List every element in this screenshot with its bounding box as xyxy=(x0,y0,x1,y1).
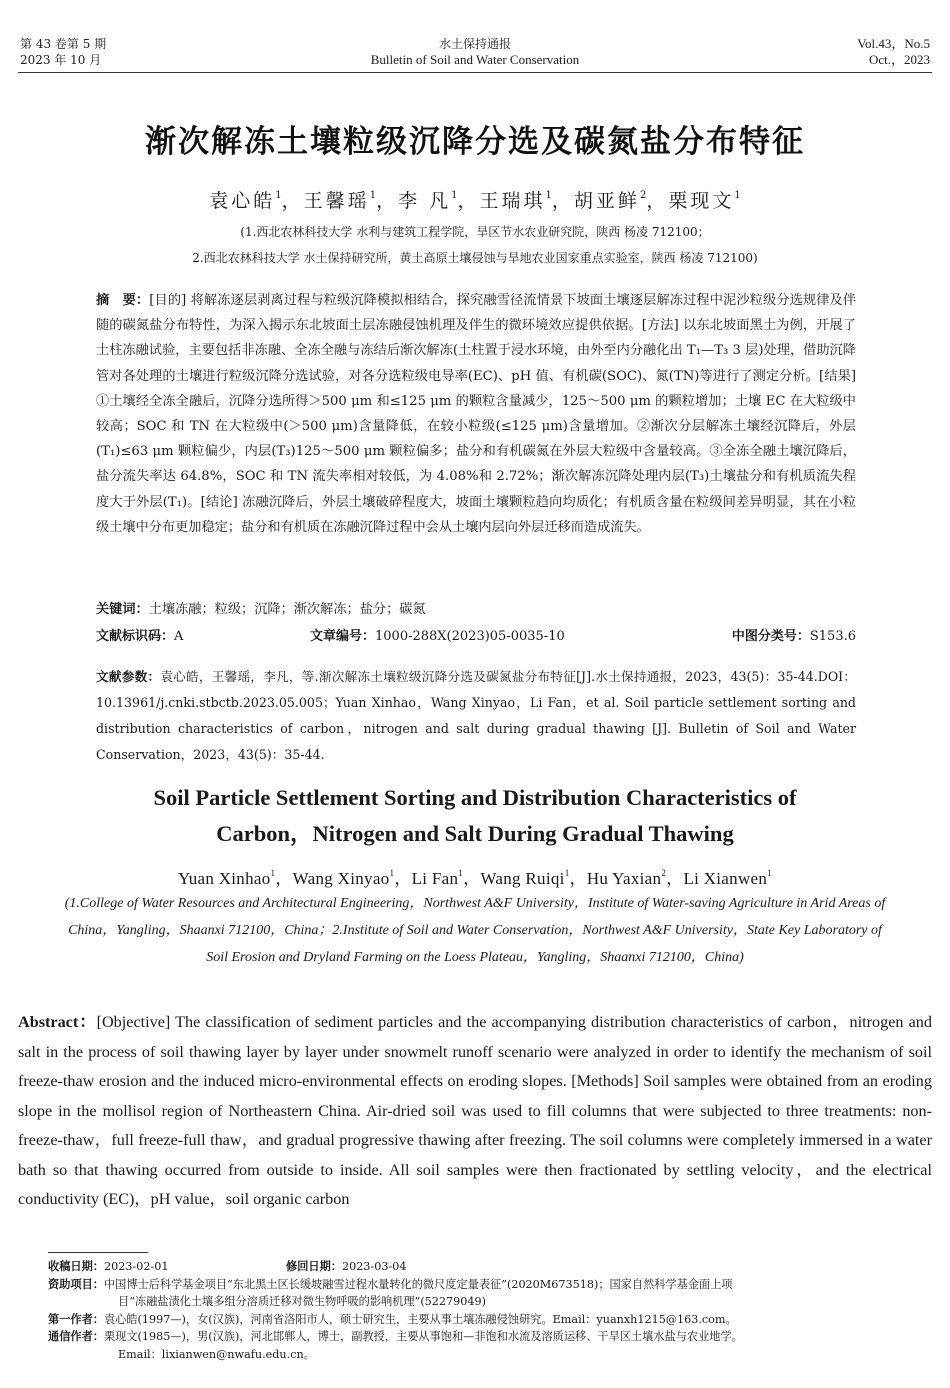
corresponding-author-note: 通信作者：栗现文(1985—)，男(汉族)，河北邯郸人，博士，副教授，主要从事饱和—非饱和水流及溶质运移、干旱区土壤水盐与农业地学。 xyxy=(48,1330,743,1344)
volume-issue-en: Vol.43，No.5 xyxy=(857,36,930,51)
title-en-line-2: Carbon，Nitrogen and Salt During Gradual Thawing xyxy=(216,821,734,846)
affiliation-zh-2: 2.西北农林科技大学 水土保持研究所，黄土高原土壤侵蚀与旱地农业国家重点实验室，陕西 杨凌 712100) xyxy=(192,251,758,265)
dates-row xyxy=(48,1258,932,1276)
funding-line-2: 目“冻融盐渍化土壤多组分溶质迁移对微生物呼吸的影响机理”(52279049) xyxy=(118,1295,486,1309)
author-affiliation-mark: 1 xyxy=(767,868,772,878)
author-name: Hu Yaxian xyxy=(586,869,662,888)
author-affiliation-mark: 1 xyxy=(451,190,458,201)
revised-date: 修回日期：2023-03-04 xyxy=(286,1260,407,1273)
keywords-zh xyxy=(96,600,856,620)
author-affiliation-mark: 1 xyxy=(389,868,395,878)
date-en: Oct.，2023 xyxy=(868,52,930,67)
paper-title-zh: 渐次解冻土壤粒级沉降分选及碳氮盐分布特征 xyxy=(145,124,805,160)
journal-name-en: Bulletin of Soil and Water Conservation xyxy=(370,52,580,67)
header-divider xyxy=(18,72,932,73)
clc-number: 中图分类号：S153.6 xyxy=(731,629,856,644)
first-author-note: 第一作者：袁心皓(1997—)，女(汉族)，河南省洛阳市人，硕士研究生，主要从事土壤冻融侵蚀研究。Email：yuanxh1215@163.com。 xyxy=(48,1312,737,1326)
affiliation-en: (1.College of Water Resources and Architectural Engineering，Northwest A&F University，Institute of Water-saving Agriculture in Arid Areas of China，Yangling，Shaanxi 712100，China；2.Institute of Soil and Water Conservation，Northwest A&F University，State Key Laboratory of Soil Erosion and Dryland Farming on the Loess Plateau，Yangling，Shaanxi 712100，China) xyxy=(64,896,886,965)
doc-code: 文献标识码：A xyxy=(96,629,184,644)
author-name: Li Fan xyxy=(411,869,459,888)
received-date: 收稿日期：2023-02-01 xyxy=(48,1260,169,1273)
author-name: 王馨瑶 xyxy=(303,190,370,212)
author-affiliation-mark: 1 xyxy=(564,868,570,878)
abstract-en-label: Abstract： xyxy=(18,1013,97,1031)
keywords-label: 关键词： xyxy=(96,602,149,617)
volume-issue-zh: 第 43 卷第 5 期 xyxy=(20,37,107,51)
keywords-text: 土壤冻融；粒级；沉降；渐次解冻；盐分；碳氮 xyxy=(148,602,426,617)
author-name: Yuan Xinhao xyxy=(178,869,271,888)
author-name: Wang Ruiqi xyxy=(480,869,565,888)
author-affiliation-mark: 2 xyxy=(639,190,647,201)
journal-name-zh: 水土保持通报 xyxy=(438,37,511,51)
footnote-divider xyxy=(48,1252,148,1253)
journal-name xyxy=(0,36,950,68)
title-en-line-1: Soil Particle Settlement Sorting and Distribution Characteristics of xyxy=(153,785,797,810)
citation-block xyxy=(96,664,856,768)
paper-title-en xyxy=(0,780,950,852)
author-list-zh: 袁心皓$^1$，王馨瑶$^1$，李 凡$^1$，王瑞琪$^1$，胡亚鲜$^2$，栗现文$^1$ xyxy=(209,190,741,212)
author-name: 胡亚鲜 xyxy=(573,190,640,212)
author-affiliation-mark: 1 xyxy=(545,190,552,201)
journal-volume-en xyxy=(857,36,930,68)
citation-label: 文献参数： xyxy=(96,669,161,684)
article-number: 文章编号：1000-288X(2023)05-0035-10 xyxy=(310,629,565,644)
author-affiliation-mark: 1 xyxy=(270,868,276,878)
author-name: 王瑞琪 xyxy=(479,190,546,212)
date-zh: 2023 年 10 月 xyxy=(20,53,102,67)
affiliation-zh-1: (1.西北农林科技大学 水利与建筑工程学院，旱区节水农业研究院，陕西 杨凌 712100； xyxy=(240,225,710,239)
abstract-en xyxy=(18,1008,932,1215)
author-affiliation-mark: 1 xyxy=(734,190,741,201)
abstract-zh-label: 摘 要： xyxy=(96,293,150,308)
author-affiliation-mark: 1 xyxy=(458,868,464,878)
author-name: Wang Xinyao xyxy=(292,869,390,888)
abstract-zh xyxy=(96,288,856,540)
author-name: 栗现文 xyxy=(668,190,735,212)
author-affiliation-mark: 2 xyxy=(661,868,667,878)
abstract-zh-text: [目的] 将解冻逐层剥离过程与粒级沉降模拟相结合，探究融雪径流情景下坡面土壤逐层解冻过程中泥沙粒级分选规律及伴随的碳氮盐分布特性，为深入揭示东北坡面土层冻融侵蚀机理及伴生的微环境效应提供依据。[方法] 以东北坡面黑土为例，开展了土柱冻融试验，主要包括非冻融、全冻全融与冻结后渐次解冻(土柱置于浸水环境，由外至内分融化出 T₁—T₃ 3 层)处理，借助沉降管对各处理的土壤进行粒级沉降分选试验，对各分选粒级电导率(EC)、pH 值、有机碳(SOC)、氮(TN)等进行了测定分析。[结果] ①土壤经全冻全融后，沉降分选所得＞500 μm 和≤125 μm 的颗粒含量减少，125～500 μm 的颗粒增加；土壤 EC 在大粒级中较高；SOC 和 TN 在大粒级中(＞500 μm)含量降低，在较小粒级(≤125 μm)含量增加。②渐次分层解冻土壤经沉降后，外层(T₁)≤63 μm 颗粒偏少，内层(T₃)125～500 μm 颗粒偏多；盐分和有机碳氮在外层大粒级中含量较高。③全冻全融土壤沉降后，盐分流失率达 64.8%，SOC 和 TN 流失率相对较低，为 4.08%和 2.72%；渐次解冻沉降处理内层(T₃)土壤盐分和有机质流失程度大于外层(T₁)。[结论] 冻融沉降后，外层土壤破碎程度大，坡面土壤颗粒趋向均质化；有机质含量在粒级间差异明显，其在小粒级土壤中分布更加稳定；盐分和有机质在冻融沉降过程中会从土壤内层向外层迁移而造成流失。 xyxy=(96,293,857,535)
abstract-en-text: [Objective] The classification of sediment particles and the accompanying distribution characteristics of carbon，nitrogen and salt in the process of soil thawing layer by layer under snowmelt runoff scenario were analyzed in order to identify the mechanism of soil freeze-thaw erosion and the induced micro-environmental effects on eroding slopes. [Methods] Soil samples were obtained from an eroding slope in the mollisol region of Northeastern China. Air-dried soil was used to fill columns that were subjected to three treatments: non-freeze-thaw，full freeze-full thaw，and gradual progressive thawing after freezing. The soil columns were completely immersed in a water bath so that thawing occurred from outside to inside. All soil samples were then fractionated by settling velocity，and the electrical conductivity (EC)，pH value，soil organic carbon xyxy=(18,1013,932,1208)
funding-line-1: 资助项目：中国博士后科学基金项目“东北黑土区长缓坡融雪过程水量转化的微尺度定量表征”(2020M673518)；国家自然科学基金面上项 xyxy=(48,1277,733,1291)
author-name: 袁心皓 xyxy=(209,190,276,212)
author-name: 李 凡 xyxy=(398,190,452,212)
author-name: Li Xianwen xyxy=(683,869,768,888)
citation-text: 袁心皓，王馨瑶，李凡，等.渐次解冻土壤粒级沉降分选及碳氮盐分布特征[J].水土保持通报，2023，43(5)：35-44.DOI：10.13961/j.cnki.stbctb.2023.05.005；Yuan Xinhao，Wang Xinyao，Li Fan，et al. Soil particle settlement sorting and distribution characteristics of carbon，nitrogen and salt during gradual thawing [J]. Bulletin of Soil and Water Conservation，2023，43(5)：35-44. xyxy=(96,669,856,762)
author-affiliation-mark: 1 xyxy=(275,190,282,201)
corresponding-author-email: Email：lixianwen@nwafu.edu.cn。 xyxy=(118,1347,315,1361)
footnotes xyxy=(48,1258,932,1364)
author-affiliation-mark: 1 xyxy=(369,190,377,201)
author-list-en: Yuan Xinhao$^1$，Wang Xinyao$^1$，Li Fan$^1$，Wang Ruiqi$^1$，Hu Yaxian$^2$，Li Xianwen$^1$ xyxy=(178,868,772,888)
